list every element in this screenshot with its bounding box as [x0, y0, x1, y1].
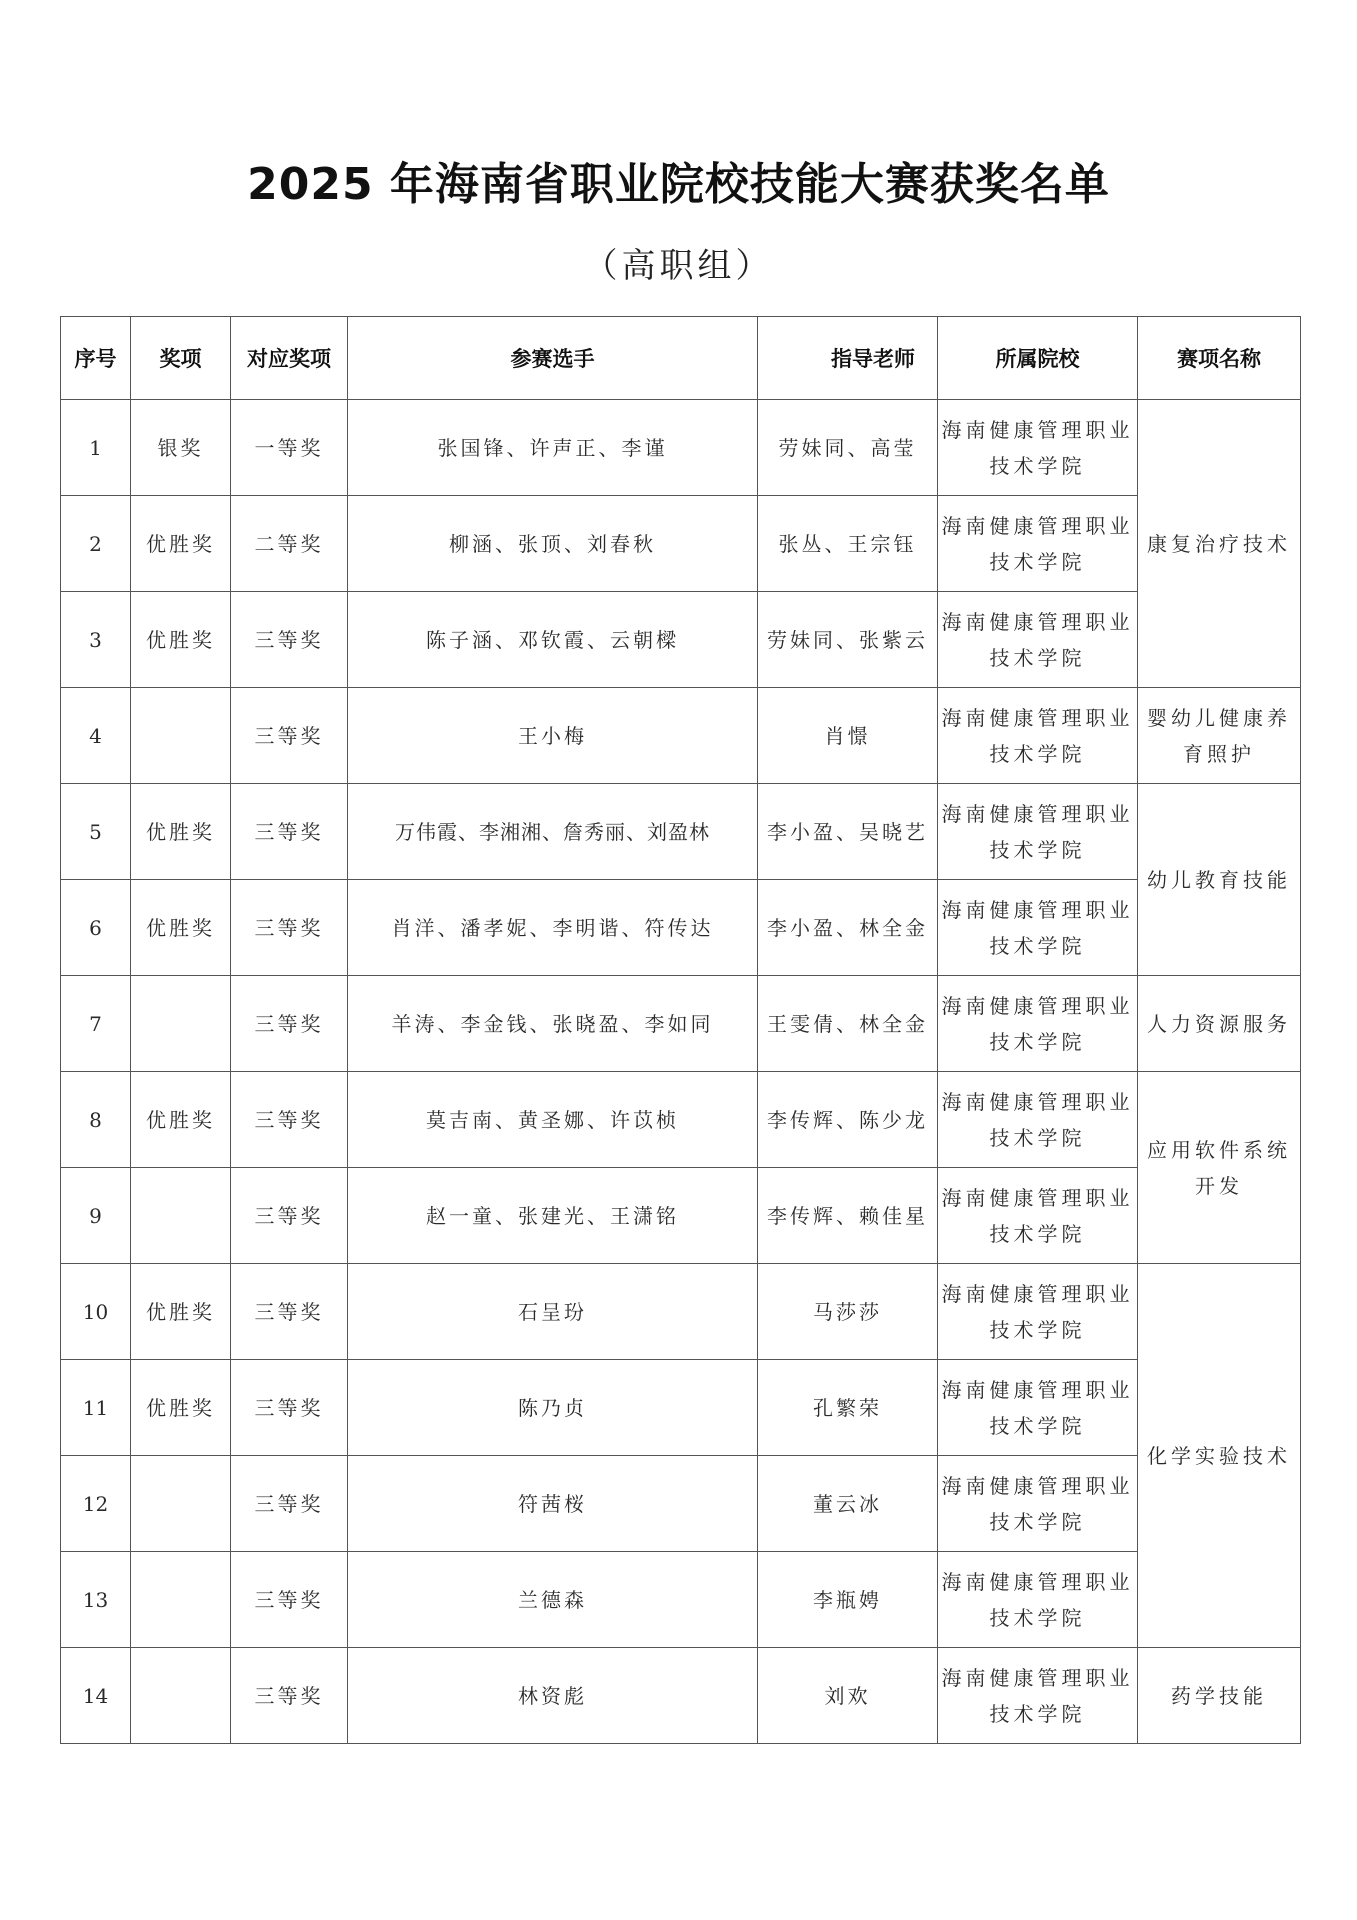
row-school: 海南健康管理职业技术学院: [938, 976, 1138, 1072]
row-no: 13: [61, 1552, 131, 1648]
row-award: 优胜奖: [131, 496, 231, 592]
row-no: 1: [61, 400, 131, 496]
row-players: 肖洋、潘孝妮、李明谐、符传达: [348, 880, 758, 976]
row-players: 万伟霞、李湘湘、詹秀丽、刘盈林: [348, 784, 758, 880]
header-no: 序号: [61, 317, 131, 400]
header-players: 参赛选手: [348, 317, 758, 400]
row-award: [131, 1456, 231, 1552]
event-name: 应用软件系统开发: [1138, 1072, 1301, 1264]
row-award: [131, 1648, 231, 1744]
row-no: 12: [61, 1456, 131, 1552]
row-school: 海南健康管理职业技术学院: [938, 1168, 1138, 1264]
row-no: 9: [61, 1168, 131, 1264]
row-teachers: 劳妹同、高莹: [758, 400, 938, 496]
row-no: 3: [61, 592, 131, 688]
row-teachers: 李小盈、吴晓艺: [758, 784, 938, 880]
row-level: 二等奖: [231, 496, 348, 592]
row-players: 赵一童、张建光、王潇铭: [348, 1168, 758, 1264]
row-no: 2: [61, 496, 131, 592]
row-no: 5: [61, 784, 131, 880]
event-name: 康复治疗技术: [1138, 400, 1301, 688]
table-row: [61, 1360, 1301, 1456]
row-school: 海南健康管理职业技术学院: [938, 1552, 1138, 1648]
row-no: 7: [61, 976, 131, 1072]
row-level: 三等奖: [231, 1456, 348, 1552]
row-teachers: 李传辉、赖佳星: [758, 1168, 938, 1264]
row-level: 三等奖: [231, 1648, 348, 1744]
table-row: [61, 880, 1301, 976]
table-row: [61, 1072, 1301, 1168]
row-players: 兰德森: [348, 1552, 758, 1648]
table-header-row: [61, 317, 1301, 400]
event-name: 化学实验技术: [1138, 1264, 1301, 1648]
row-school: 海南健康管理职业技术学院: [938, 1072, 1138, 1168]
row-level: 三等奖: [231, 1168, 348, 1264]
row-no: 6: [61, 880, 131, 976]
row-award: 优胜奖: [131, 1360, 231, 1456]
row-level: 三等奖: [231, 1264, 348, 1360]
row-level: 一等奖: [231, 400, 348, 496]
row-level: 三等奖: [231, 1072, 348, 1168]
row-no: 11: [61, 1360, 131, 1456]
table-row: [61, 1168, 1301, 1264]
header-school: 所属院校: [938, 317, 1138, 400]
row-players: 羊涛、李金钱、张晓盈、李如同: [348, 976, 758, 1072]
row-award: [131, 1552, 231, 1648]
row-level: 三等奖: [231, 688, 348, 784]
row-teachers: 张丛、王宗钰: [758, 496, 938, 592]
header-event: 赛项名称: [1138, 317, 1301, 400]
row-players: 莫吉南、黄圣娜、许苡桢: [348, 1072, 758, 1168]
row-teachers: 马莎莎: [758, 1264, 938, 1360]
table-row: [61, 1648, 1301, 1744]
row-no: 10: [61, 1264, 131, 1360]
event-name: 婴幼儿健康养育照护: [1138, 688, 1301, 784]
row-level: 三等奖: [231, 880, 348, 976]
table-row: [61, 688, 1301, 784]
table-row: [61, 1552, 1301, 1648]
table-row: [61, 784, 1301, 880]
row-school: 海南健康管理职业技术学院: [938, 1264, 1138, 1360]
page-subtitle: （高职组）: [583, 246, 774, 286]
row-award: 银奖: [131, 400, 231, 496]
row-award: [131, 1168, 231, 1264]
row-no: 8: [61, 1072, 131, 1168]
row-award: [131, 976, 231, 1072]
row-players: 陈子涵、邓钦霞、云朝樑: [348, 592, 758, 688]
row-award: 优胜奖: [131, 1072, 231, 1168]
header-level: 对应奖项: [231, 317, 348, 400]
row-teachers: 孔繁荣: [758, 1360, 938, 1456]
row-school: 海南健康管理职业技术学院: [938, 496, 1138, 592]
header-award: 奖项: [131, 317, 231, 400]
row-players: 符茜桜: [348, 1456, 758, 1552]
row-teachers: 王雯倩、林全金: [758, 976, 938, 1072]
awards-table: [60, 316, 1301, 1744]
row-teachers: 董云冰: [758, 1456, 938, 1552]
row-no: 4: [61, 688, 131, 784]
row-no: 14: [61, 1648, 131, 1744]
row-players: 王小梅: [348, 688, 758, 784]
event-name: 人力资源服务: [1138, 976, 1301, 1072]
row-award: 优胜奖: [131, 1264, 231, 1360]
table-row: [61, 976, 1301, 1072]
event-name: 幼儿教育技能: [1138, 784, 1301, 976]
table-row: [61, 1264, 1301, 1360]
row-award: [131, 688, 231, 784]
row-level: 三等奖: [231, 1360, 348, 1456]
row-teachers: 李小盈、林全金: [758, 880, 938, 976]
row-teachers: 李传辉、陈少龙: [758, 1072, 938, 1168]
row-players: 林资彪: [348, 1648, 758, 1744]
row-award: 优胜奖: [131, 880, 231, 976]
row-school: 海南健康管理职业技术学院: [938, 880, 1138, 976]
row-school: 海南健康管理职业技术学院: [938, 400, 1138, 496]
row-level: 三等奖: [231, 1552, 348, 1648]
row-school: 海南健康管理职业技术学院: [938, 1456, 1138, 1552]
row-teachers: 肖憬: [758, 688, 938, 784]
row-players: 柳涵、张顶、刘春秋: [348, 496, 758, 592]
row-school: 海南健康管理职业技术学院: [938, 1360, 1138, 1456]
table-row: [61, 1456, 1301, 1552]
event-name: 药学技能: [1138, 1648, 1301, 1744]
row-teachers: 劳妹同、张紫云: [758, 592, 938, 688]
row-players: 石呈玢: [348, 1264, 758, 1360]
row-level: 三等奖: [231, 784, 348, 880]
table-row: [61, 496, 1301, 592]
row-players: 陈乃贞: [348, 1360, 758, 1456]
row-award: 优胜奖: [131, 592, 231, 688]
header-teachers: 指导老师: [758, 317, 938, 400]
row-school: 海南健康管理职业技术学院: [938, 1648, 1138, 1744]
row-teachers: 李瓶娉: [758, 1552, 938, 1648]
table-row: [61, 592, 1301, 688]
row-award: 优胜奖: [131, 784, 231, 880]
row-players: 张国锋、许声正、李谨: [348, 400, 758, 496]
table-row: [61, 400, 1301, 496]
row-school: 海南健康管理职业技术学院: [938, 688, 1138, 784]
row-school: 海南健康管理职业技术学院: [938, 784, 1138, 880]
row-level: 三等奖: [231, 976, 348, 1072]
row-teachers: 刘欢: [758, 1648, 938, 1744]
page-title: 2025 年海南省职业院校技能大赛获奖名单: [247, 159, 1110, 210]
row-school: 海南健康管理职业技术学院: [938, 592, 1138, 688]
row-level: 三等奖: [231, 592, 348, 688]
